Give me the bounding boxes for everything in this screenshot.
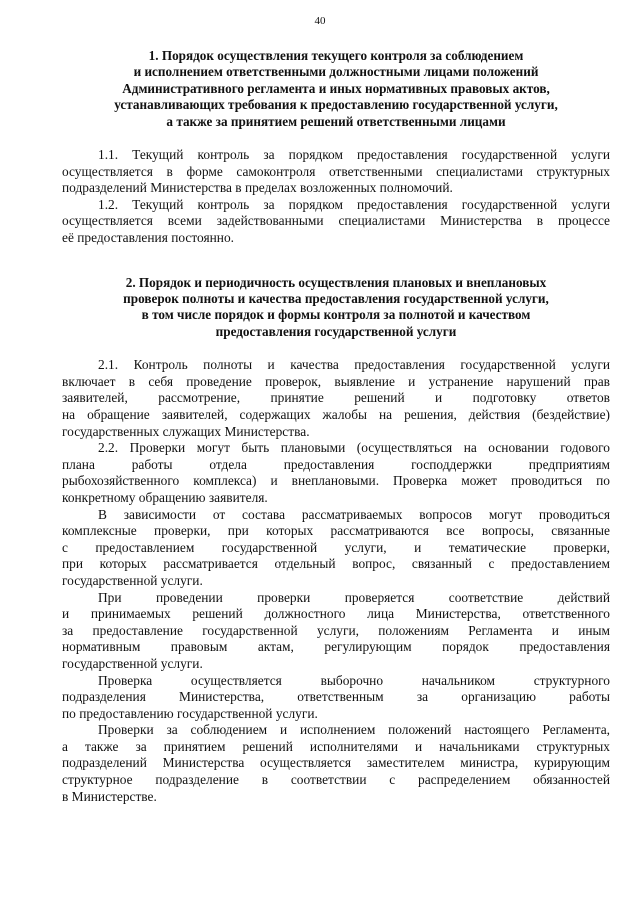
heading-line: а также за принятием решений ответственными лицами bbox=[166, 113, 506, 129]
paragraph-line: осуществляется в форме самоконтроля ответственными специалистами структурных bbox=[62, 163, 610, 179]
paragraph-2-4 bbox=[62, 590, 610, 673]
paragraph-line: подразделений Министерства в пределах возложенных полномочий. bbox=[62, 180, 453, 196]
paragraph-2-1 bbox=[62, 357, 610, 440]
paragraph-2-3 bbox=[62, 507, 610, 590]
paragraph-line: 2.2. Проверки могут быть плановыми (осуществляться на основании годового bbox=[98, 440, 610, 456]
paragraph-line: 2.1. Контроль полноты и качества предоставления государственной услуги bbox=[98, 357, 610, 373]
paragraph-line: государственных служащих Министерства. bbox=[62, 423, 310, 439]
heading-line: устанавливающих требования к предоставлению государственной услуги, bbox=[114, 97, 558, 113]
heading-line: проверок полноты и качества предоставления государственной услуги, bbox=[123, 291, 549, 306]
heading-line: 2. Порядок и периодичность осуществления плановых и внеплановых bbox=[125, 274, 547, 290]
heading-line: предоставления государственной услуги bbox=[215, 323, 457, 339]
paragraph-line: конкретному обращению заявителя. bbox=[62, 489, 268, 505]
paragraph-line: по предоставлению государственной услуги. bbox=[62, 705, 318, 721]
paragraph-line: включает в себя проведение проверок, выявление и устранение нарушений прав bbox=[62, 373, 610, 389]
paragraph-line: подразделения Министерства, ответственным за организацию работы bbox=[62, 689, 610, 705]
paragraph-line: за предоставление государственной услуги, положениям Регламента и иным bbox=[62, 622, 610, 638]
paragraph-line: Проверка осуществляется выборочно начальником структурного bbox=[98, 672, 610, 688]
section-1-body bbox=[62, 147, 610, 247]
paragraph-line: структурное подразделение в соответствии с распределением обязанностей bbox=[62, 772, 610, 788]
paragraph-line: государственной услуги. bbox=[62, 655, 203, 671]
paragraph-2-6 bbox=[62, 722, 610, 805]
paragraph-1-1 bbox=[62, 147, 610, 197]
paragraph-line: плана работы отдела предоставления господдержки предприятиям bbox=[62, 456, 610, 472]
paragraph-line: её предоставления постоянно. bbox=[62, 230, 235, 245]
paragraph-line: в Министерстве. bbox=[62, 788, 157, 804]
paragraph-line: государственной услуги. bbox=[62, 572, 203, 588]
paragraph-line: на обращение заявителей, содержащих жалобы на решения, действия (бездействие) bbox=[62, 407, 610, 422]
paragraph-line: при которых рассматривается отдельный вопрос, связанный с предоставлением bbox=[62, 556, 610, 572]
paragraph-line: а также за принятием решений исполнителями и начальниками структурных bbox=[62, 738, 610, 754]
paragraph-line: рыбохозяйственного комплекса) и внеплановыми. Проверка может проводиться по bbox=[62, 473, 610, 489]
paragraph-line: нормативным правовым актам, регулирующим порядок предоставления bbox=[62, 639, 610, 655]
heading-line: и исполнением ответственными должностными лицами положений bbox=[133, 64, 539, 80]
paragraph-2-2 bbox=[62, 440, 610, 506]
paragraph-line: При проведении проверки проверяется соответствие действий bbox=[98, 589, 610, 605]
heading-line: 1. Порядок осуществления текущего контроля за соблюдением bbox=[148, 48, 524, 63]
section-2-body bbox=[62, 357, 610, 805]
paragraph-2-5 bbox=[62, 673, 610, 723]
paragraph-1-2 bbox=[62, 197, 610, 247]
paragraph-line: В зависимости от состава рассматриваемых вопросов могут проводиться bbox=[98, 506, 610, 522]
paragraph-line: Проверки за соблюдением и исполнением положений настоящего Регламента, bbox=[98, 722, 610, 738]
paragraph-line: 1.2. Текущий контроль за порядком предоставления государственной услуги bbox=[98, 196, 610, 212]
paragraph-line: и принимаемых решений должностного лица Министерства, ответственного bbox=[62, 606, 610, 622]
page-number: 40 bbox=[314, 15, 326, 27]
paragraph-line: подразделений Министерства осуществляется заместителем министра, курирующим bbox=[62, 755, 610, 771]
paragraph-line: комплексные проверки, при которых рассматриваются все вопросы, связанные bbox=[62, 523, 610, 539]
paragraph-line: с предоставлением государственной услуги, и тематические проверки, bbox=[62, 539, 610, 555]
paragraph-line: осуществляется всеми задействованными специалистами Министерства в процессе bbox=[62, 213, 610, 229]
heading-line: в том числе порядок и формы контроля за полнотой и качеством bbox=[141, 307, 531, 323]
section-2-heading bbox=[62, 275, 610, 341]
heading-line: Административного регламента и иных нормативных правовых актов, bbox=[122, 80, 550, 96]
paragraph-line: заявителей, рассмотрение, принятие решений и подготовку ответов bbox=[62, 390, 610, 406]
paragraph-line: 1.1. Текущий контроль за порядком предоставления государственной услуги bbox=[98, 147, 610, 163]
